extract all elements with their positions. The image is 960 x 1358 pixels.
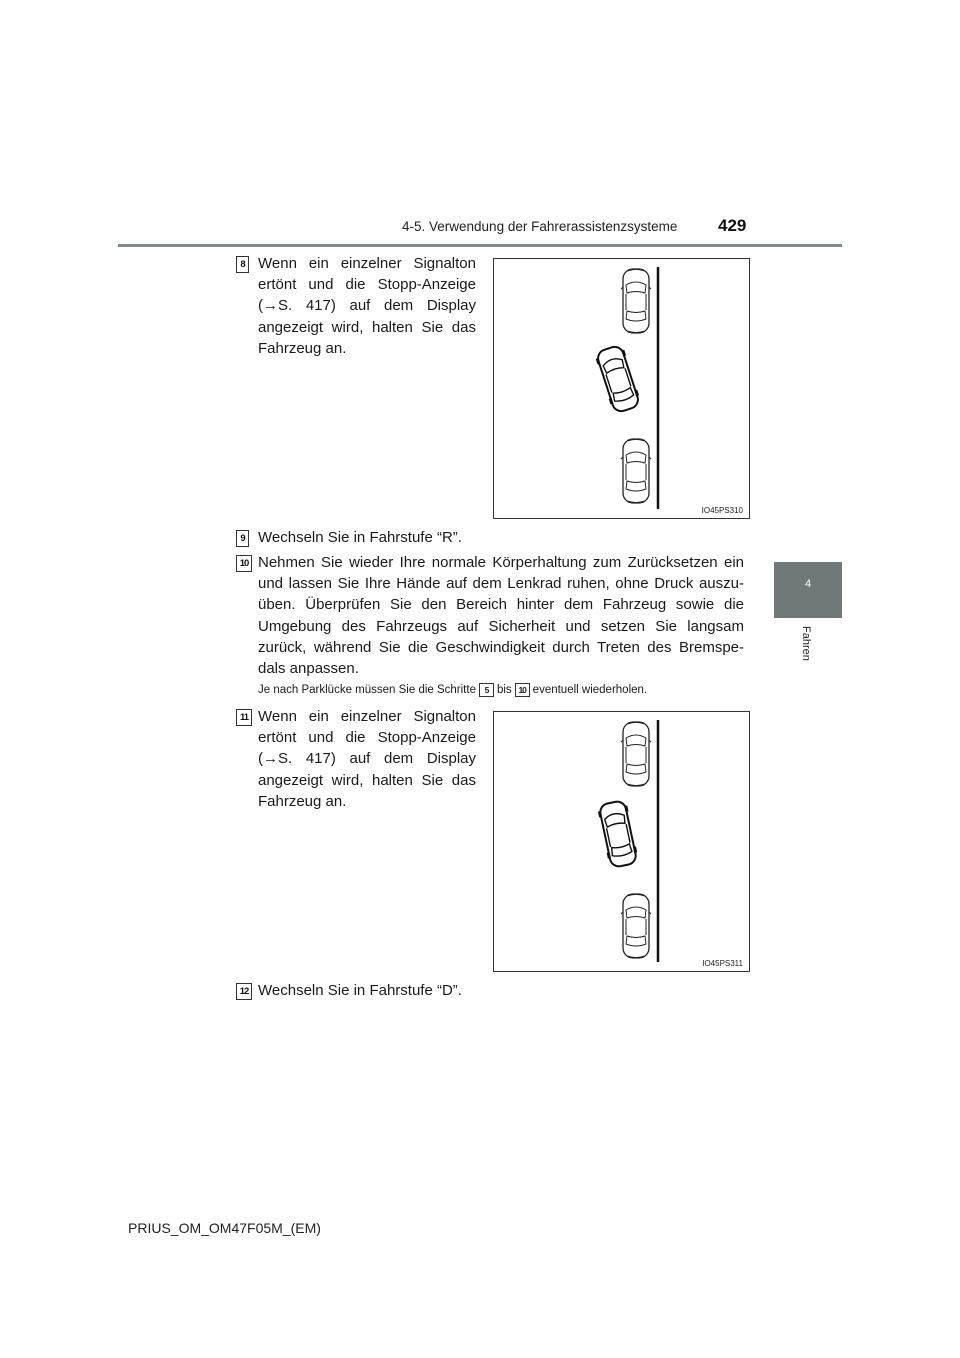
parking-figure-2 bbox=[493, 711, 750, 972]
step-badge-9: 9 bbox=[236, 530, 249, 547]
step-badge-8: 8 bbox=[236, 256, 249, 273]
note-middle: bis bbox=[496, 684, 512, 696]
step-text-11: Wenn ein einzelner Signalton ertönt und die Stopp-Anzeige (→S. 417) auf dem Display angezeigt wird, halten Sie das Fahrzeug an. bbox=[258, 708, 476, 810]
step-badge-11: 11 bbox=[236, 709, 252, 726]
step-badge-10: 10 bbox=[236, 555, 252, 572]
parking-figure-1 bbox=[493, 258, 750, 519]
step-text-8: Wenn ein einzelner Signalton ertönt und die Stopp-Anzeige (→S. 417) auf dem Display angezeigt wird, halten Sie das Fahrzeug an. bbox=[258, 255, 476, 357]
parking-diagram-1 bbox=[494, 259, 749, 518]
note-prefix: Je nach Parklücke müssen Sie die Schritte bbox=[258, 684, 476, 696]
header-divider bbox=[118, 244, 842, 247]
note-badge-10: 10 bbox=[515, 683, 530, 697]
step-text-9: Wechseln Sie in Fahrstufe “R”. bbox=[258, 529, 462, 546]
note-suffix: eventuell wiederholen. bbox=[532, 684, 648, 696]
document-id: PRIUS_OM_OM47F05M_(EM) bbox=[128, 1220, 321, 1236]
note-badge-5: 5 bbox=[479, 683, 494, 697]
repeat-note bbox=[258, 682, 758, 698]
figure-code-2: IO45PS311 bbox=[702, 959, 743, 968]
chapter-label: Fahren bbox=[800, 626, 812, 661]
page-number: 429 bbox=[718, 216, 747, 235]
section-title: 4-5. Verwendung der Fahrerassistenzsysteme bbox=[402, 219, 678, 234]
step-text-10: Nehmen Sie wieder Ihre normale Körperhaltung zum Zurücksetzen ein und lassen Sie Ihre Hände auf dem Lenkrad ruhen, ohne Druck auszu-üben. Überprüfen Sie den Bereich hinter dem Fahrzeug sowie die Umgebung des Fahrzeugs auf Sicherheit und setzen Sie langsam zurück, während Sie die Geschwindigkeit durch Treten des Bremspe-dals anpassen. bbox=[258, 554, 744, 678]
parking-diagram-2 bbox=[494, 712, 749, 971]
figure-code-1: IO45PS310 bbox=[701, 506, 743, 515]
chapter-tab bbox=[774, 562, 842, 618]
step-badge-12: 12 bbox=[236, 983, 252, 1000]
chapter-number: 4 bbox=[804, 578, 812, 590]
step-text-12: Wechseln Sie in Fahrstufe “D”. bbox=[258, 982, 462, 999]
